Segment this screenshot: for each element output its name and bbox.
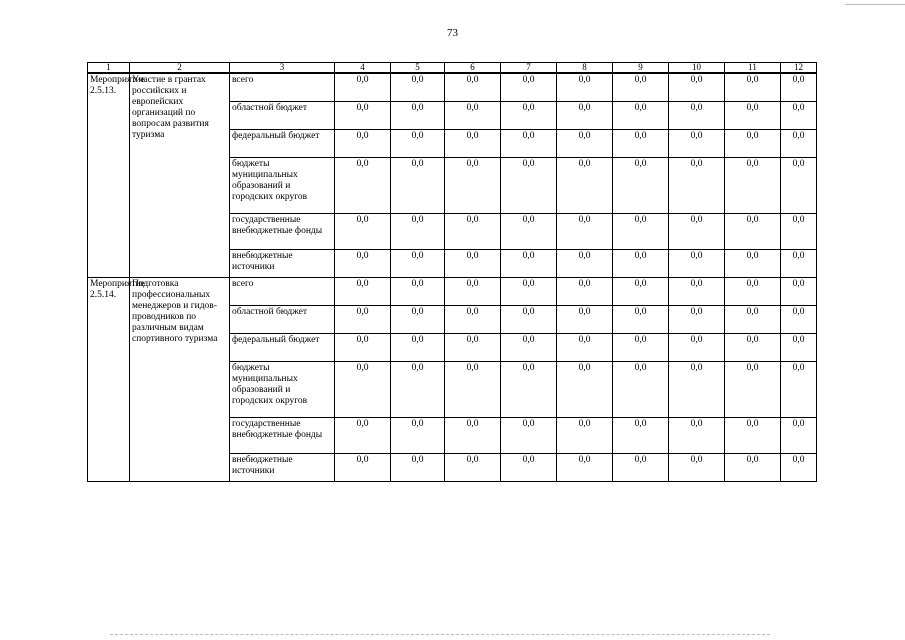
- funding-source: внебюджетные источники: [230, 453, 335, 481]
- value-cell: 0,0: [501, 101, 557, 129]
- value-cell: 0,0: [781, 453, 817, 481]
- value-cell: 0,0: [725, 277, 781, 305]
- value-cell: 0,0: [781, 249, 817, 277]
- header-cell: 5: [391, 63, 445, 74]
- value-cell: 0,0: [501, 305, 557, 333]
- value-cell: 0,0: [725, 453, 781, 481]
- value-cell: 0,0: [613, 249, 669, 277]
- value-cell: 0,0: [557, 101, 613, 129]
- value-cell: 0,0: [445, 101, 501, 129]
- value-cell: 0,0: [501, 417, 557, 453]
- value-cell: 0,0: [335, 213, 391, 249]
- value-cell: 0,0: [501, 157, 557, 213]
- value-cell: 0,0: [501, 213, 557, 249]
- value-cell: 0,0: [613, 101, 669, 129]
- value-cell: 0,0: [613, 361, 669, 417]
- value-cell: 0,0: [391, 129, 445, 157]
- funding-source: федеральный бюджет: [230, 333, 335, 361]
- value-cell: 0,0: [557, 73, 613, 101]
- value-cell: 0,0: [613, 157, 669, 213]
- value-cell: 0,0: [669, 73, 725, 101]
- value-cell: 0,0: [501, 129, 557, 157]
- header-cell: 6: [445, 63, 501, 74]
- value-cell: 0,0: [557, 249, 613, 277]
- value-cell: 0,0: [445, 305, 501, 333]
- funding-source: государственные внебюджетные фонды: [230, 417, 335, 453]
- measure-name: Подготовка профессиональных менеджеров и гидов-проводников по различным видам спортивного туризма: [130, 277, 230, 481]
- value-cell: 0,0: [669, 453, 725, 481]
- value-cell: 0,0: [781, 361, 817, 417]
- value-cell: 0,0: [613, 305, 669, 333]
- value-cell: 0,0: [557, 305, 613, 333]
- header-cell: 9: [613, 63, 669, 74]
- value-cell: 0,0: [669, 361, 725, 417]
- value-cell: 0,0: [445, 277, 501, 305]
- value-cell: 0,0: [335, 277, 391, 305]
- value-cell: 0,0: [781, 333, 817, 361]
- value-cell: 0,0: [501, 249, 557, 277]
- value-cell: 0,0: [501, 333, 557, 361]
- value-cell: 0,0: [781, 101, 817, 129]
- value-cell: 0,0: [501, 73, 557, 101]
- measure-code: Мероприятие 2.5.13.: [88, 73, 130, 277]
- value-cell: 0,0: [335, 101, 391, 129]
- value-cell: 0,0: [335, 417, 391, 453]
- value-cell: 0,0: [725, 213, 781, 249]
- funding-source: всего: [230, 73, 335, 101]
- value-cell: 0,0: [335, 333, 391, 361]
- value-cell: 0,0: [781, 213, 817, 249]
- funding-source: внебюджетные источники: [230, 249, 335, 277]
- funding-source: всего: [230, 277, 335, 305]
- value-cell: 0,0: [613, 453, 669, 481]
- value-cell: 0,0: [557, 333, 613, 361]
- value-cell: 0,0: [391, 101, 445, 129]
- value-cell: 0,0: [725, 73, 781, 101]
- financing-table: [87, 62, 817, 482]
- funding-source: областной бюджет: [230, 305, 335, 333]
- value-cell: 0,0: [725, 249, 781, 277]
- measure-code: Мероприятие 2.5.14.: [88, 277, 130, 481]
- header-cell: 12: [781, 63, 817, 74]
- funding-source: областной бюджет: [230, 101, 335, 129]
- header-cell: 1: [88, 63, 130, 74]
- value-cell: 0,0: [613, 213, 669, 249]
- value-cell: 0,0: [669, 249, 725, 277]
- value-cell: 0,0: [445, 333, 501, 361]
- header-cell: 7: [501, 63, 557, 74]
- funding-source: бюджеты муниципальных образований и городских округов: [230, 361, 335, 417]
- value-cell: 0,0: [613, 417, 669, 453]
- value-cell: 0,0: [391, 73, 445, 101]
- funding-source: бюджеты муниципальных образований и городских округов: [230, 157, 335, 213]
- value-cell: 0,0: [445, 417, 501, 453]
- value-cell: 0,0: [725, 305, 781, 333]
- value-cell: 0,0: [557, 129, 613, 157]
- value-cell: 0,0: [557, 277, 613, 305]
- value-cell: 0,0: [557, 157, 613, 213]
- value-cell: 0,0: [557, 417, 613, 453]
- value-cell: 0,0: [445, 213, 501, 249]
- value-cell: 0,0: [445, 249, 501, 277]
- value-cell: 0,0: [445, 361, 501, 417]
- value-cell: 0,0: [501, 453, 557, 481]
- value-cell: 0,0: [781, 305, 817, 333]
- value-cell: 0,0: [669, 129, 725, 157]
- value-cell: 0,0: [335, 305, 391, 333]
- funding-source: государственные внебюджетные фонды: [230, 213, 335, 249]
- scan-edge-line: [845, 4, 905, 5]
- value-cell: 0,0: [725, 157, 781, 213]
- value-cell: 0,0: [669, 101, 725, 129]
- table-row: [88, 277, 817, 305]
- table-row: [88, 73, 817, 101]
- value-cell: 0,0: [669, 277, 725, 305]
- value-cell: 0,0: [445, 129, 501, 157]
- value-cell: 0,0: [391, 249, 445, 277]
- value-cell: 0,0: [335, 129, 391, 157]
- value-cell: 0,0: [781, 129, 817, 157]
- value-cell: 0,0: [391, 277, 445, 305]
- value-cell: 0,0: [391, 305, 445, 333]
- value-cell: 0,0: [335, 73, 391, 101]
- value-cell: 0,0: [391, 417, 445, 453]
- value-cell: 0,0: [391, 333, 445, 361]
- value-cell: 0,0: [391, 213, 445, 249]
- page-number: 73: [447, 27, 458, 39]
- value-cell: 0,0: [557, 361, 613, 417]
- value-cell: 0,0: [613, 129, 669, 157]
- value-cell: 0,0: [501, 277, 557, 305]
- value-cell: 0,0: [557, 213, 613, 249]
- value-cell: 0,0: [613, 333, 669, 361]
- value-cell: 0,0: [335, 249, 391, 277]
- value-cell: 0,0: [669, 417, 725, 453]
- value-cell: 0,0: [391, 453, 445, 481]
- value-cell: 0,0: [391, 157, 445, 213]
- value-cell: 0,0: [725, 417, 781, 453]
- value-cell: 0,0: [781, 277, 817, 305]
- value-cell: 0,0: [669, 305, 725, 333]
- value-cell: 0,0: [781, 417, 817, 453]
- value-cell: 0,0: [501, 361, 557, 417]
- header-cell: 11: [725, 63, 781, 74]
- scan-edge-line: [110, 634, 770, 635]
- header-row: [88, 63, 817, 74]
- header-cell: 8: [557, 63, 613, 74]
- value-cell: 0,0: [445, 73, 501, 101]
- value-cell: 0,0: [335, 361, 391, 417]
- header-cell: 2: [130, 63, 230, 74]
- value-cell: 0,0: [781, 73, 817, 101]
- measure-name: Участие в грантах российских и европейских организаций по вопросам развития туризма: [130, 73, 230, 277]
- value-cell: 0,0: [725, 361, 781, 417]
- value-cell: 0,0: [445, 453, 501, 481]
- value-cell: 0,0: [391, 361, 445, 417]
- value-cell: 0,0: [613, 277, 669, 305]
- value-cell: 0,0: [613, 73, 669, 101]
- value-cell: 0,0: [781, 157, 817, 213]
- value-cell: 0,0: [669, 157, 725, 213]
- value-cell: 0,0: [725, 333, 781, 361]
- header-cell: 10: [669, 63, 725, 74]
- value-cell: 0,0: [335, 157, 391, 213]
- header-cell: 4: [335, 63, 391, 74]
- value-cell: 0,0: [725, 101, 781, 129]
- header-cell: 3: [230, 63, 335, 74]
- funding-source: федеральный бюджет: [230, 129, 335, 157]
- value-cell: 0,0: [669, 333, 725, 361]
- value-cell: 0,0: [335, 453, 391, 481]
- value-cell: 0,0: [725, 129, 781, 157]
- value-cell: 0,0: [557, 453, 613, 481]
- value-cell: 0,0: [445, 157, 501, 213]
- value-cell: 0,0: [669, 213, 725, 249]
